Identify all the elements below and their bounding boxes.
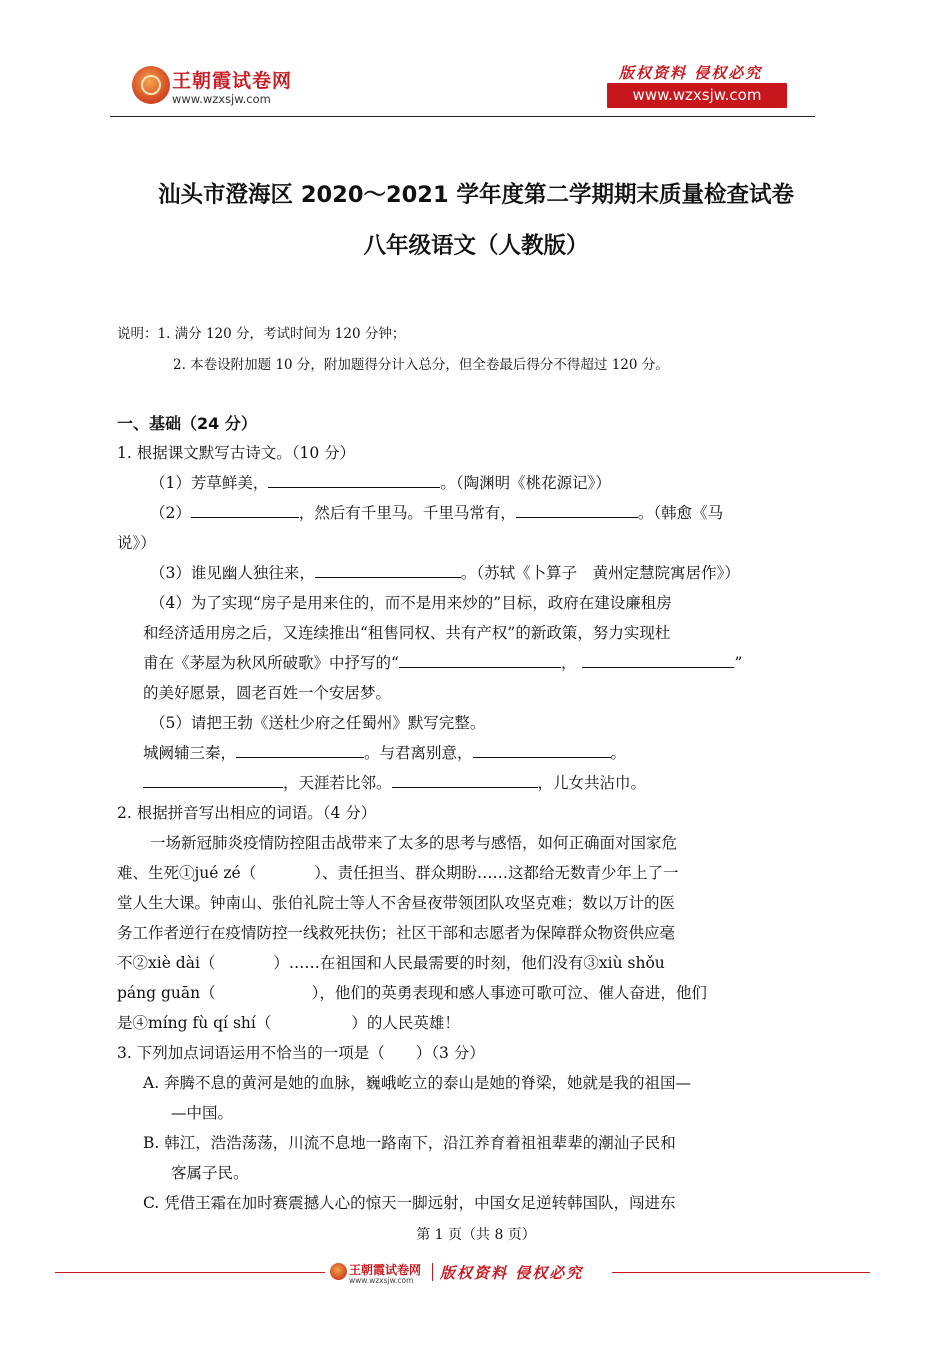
question-1-item-5-line-3 xyxy=(143,771,646,793)
option-a-line-1: A. 奔腾不息的黄河是她的血脉，巍峨屹立的泰山是她的脊梁，她就是我的祖国— xyxy=(143,1074,692,1092)
section-heading: 一、基础（24 分） xyxy=(117,414,257,433)
page-number: 第 1 页（共 8 页） xyxy=(416,1227,536,1243)
question-2-line-4: 务工作者逆行在疫情防控一线救死扶伤；社区干部和志愿者为保障群众物资供应毫 xyxy=(117,924,676,942)
item-text: ）的人民英雄！ xyxy=(351,1014,460,1032)
header-slogan: 版权资料 侵权必究 xyxy=(619,64,763,82)
question-2-line-2 xyxy=(117,861,679,883)
question-1-item-1 xyxy=(150,471,611,493)
question-1-item-4-line-3 xyxy=(143,651,742,673)
answer-blank[interactable] xyxy=(236,742,364,758)
question-1-item-2 xyxy=(150,501,723,523)
question-2-line-5 xyxy=(117,951,665,973)
question-2-line-3: 堂人生大课。钟南山、张伯礼院士等人不舍昼夜带领团队攻坚克难；数以万计的医 xyxy=(117,894,676,912)
question-1-item-3 xyxy=(150,561,740,583)
option-c-line-1: C. 凭借王霜在加时赛震撼人心的惊天一脚远射，中国女足逆转韩国队，闯进东 xyxy=(143,1194,676,1212)
footer-logo-name: 王朝霞试卷网 xyxy=(349,1263,422,1277)
answer-blank[interactable] xyxy=(191,502,299,518)
header-divider xyxy=(110,116,815,117)
footer-logo-icon xyxy=(330,1263,347,1280)
question-3-stem: 3. 下列加点词语运用不恰当的一项是（ ）（3 分） xyxy=(117,1044,485,1062)
item-text: ），他们的英勇表现和感人事迹可歌可泣、催人奋进，他们 xyxy=(311,984,707,1002)
item-text: ）……在祖国和人民最需要的时刻，他们没有③xiù shǒu xyxy=(273,954,665,972)
item-text: ” xyxy=(734,654,743,672)
question-1-item-4-line-4: 的美好愿景，圆老百姓一个安居梦。 xyxy=(143,684,392,702)
item-text: 甫在《茅屋为秋风所破歌》中抒写的“ xyxy=(143,654,399,672)
item-text: 。（韩愈《马 xyxy=(637,504,724,522)
item-text: 难、生死①jué zé（ xyxy=(117,864,257,882)
question-1-stem: 1. 根据课文默写古诗文。（10 分） xyxy=(117,444,356,462)
option-a-line-2: —中国。 xyxy=(171,1104,234,1122)
footer-rule-left xyxy=(55,1272,325,1273)
item-text: 。 xyxy=(610,744,627,762)
item-text: ， xyxy=(560,654,577,672)
answer-blank[interactable] xyxy=(516,502,638,518)
item-text: ，儿女共沾巾。 xyxy=(537,774,647,792)
footer-rule-right xyxy=(612,1272,870,1273)
item-text: ，天涯若比邻。 xyxy=(283,774,392,792)
answer-blank[interactable] xyxy=(315,562,461,578)
footer-slogan: 版权资料 侵权必究 xyxy=(440,1264,584,1282)
answer-blank[interactable] xyxy=(399,652,561,668)
answer-blank[interactable] xyxy=(268,472,440,488)
item-text: ，然后有千里马。千里马常有， xyxy=(298,504,516,522)
note-line-1: 说明：1. 满分 120 分，考试时间为 120 分钟； xyxy=(117,326,406,342)
item-text: 是④míng fù qí shí（ xyxy=(117,1014,272,1032)
footer-logo-url: www.wzxsjw.com xyxy=(349,1276,414,1285)
question-2-stem: 2. 根据拼音写出相应的词语。（4 分） xyxy=(117,804,377,822)
item-text: （1）芳草鲜美， xyxy=(150,474,269,492)
answer-blank[interactable] xyxy=(143,772,283,788)
item-text: ）、责任担当、群众期盼……这都给无数青少年上了一 xyxy=(314,864,679,882)
answer-blank[interactable] xyxy=(473,742,611,758)
option-b-line-1: B. 韩江，浩浩荡荡，川流不息地一路南下，沿江养育着祖祖辈辈的潮汕子民和 xyxy=(143,1134,676,1152)
question-2-line-6 xyxy=(117,981,707,1003)
question-2-line-7 xyxy=(117,1011,460,1033)
logo-name: 王朝霞试卷网 xyxy=(172,70,293,92)
logo-emblem-icon xyxy=(132,66,170,104)
question-1-item-4-line-1: （4）为了实现“房子是用来住的，而不是用来炒的”目标，政府在建设廉租房 xyxy=(150,594,672,612)
question-1-item-2-cont: 说》） xyxy=(117,534,156,552)
note-line-2: 2. 本卷设附加题 10 分，附加题得分计入总分，但全卷最后得分不得超过 120 分。 xyxy=(173,357,669,373)
item-text: 。（苏轼《卜算子 黄州定慧院寓居作》） xyxy=(460,564,740,582)
page-title: 汕头市澄海区 2020～2021 学年度第二学期期末质量检查试卷 xyxy=(158,182,794,208)
item-text: （3）谁见幽人独往来， xyxy=(150,564,315,582)
item-text: 城阙辅三秦， xyxy=(143,744,237,762)
item-text: （2） xyxy=(150,504,191,522)
footer-divider xyxy=(432,1263,433,1281)
question-1-item-5-line-2 xyxy=(143,741,626,763)
header-url-banner: www.wzxsjw.com xyxy=(607,83,787,108)
answer-blank[interactable] xyxy=(582,652,734,668)
question-1-item-5-line-1: （5）请把王勃《送杜少府之任蜀州》默写完整。 xyxy=(150,714,486,732)
item-text: páng guān（ xyxy=(117,984,216,1002)
item-text: 。（陶渊明《桃花源记》） xyxy=(440,474,611,492)
answer-blank[interactable] xyxy=(392,772,538,788)
logo-url: www.wzxsjw.com xyxy=(172,92,271,106)
question-2-line-1: 一场新冠肺炎疫情防控阻击战带来了太多的思考与感悟，如何正确面对国家危 xyxy=(150,834,678,852)
option-b-line-2: 客属子民。 xyxy=(171,1164,249,1182)
question-1-item-4-line-2: 和经济适用房之后，又连续推出“租售同权、共有产权”的新政策，努力实现杜 xyxy=(143,624,671,642)
item-text: 不②xiè dài（ xyxy=(117,954,216,972)
item-text: 。与君离别意， xyxy=(364,744,473,762)
page-subtitle: 八年级语文（人教版） xyxy=(363,233,589,259)
